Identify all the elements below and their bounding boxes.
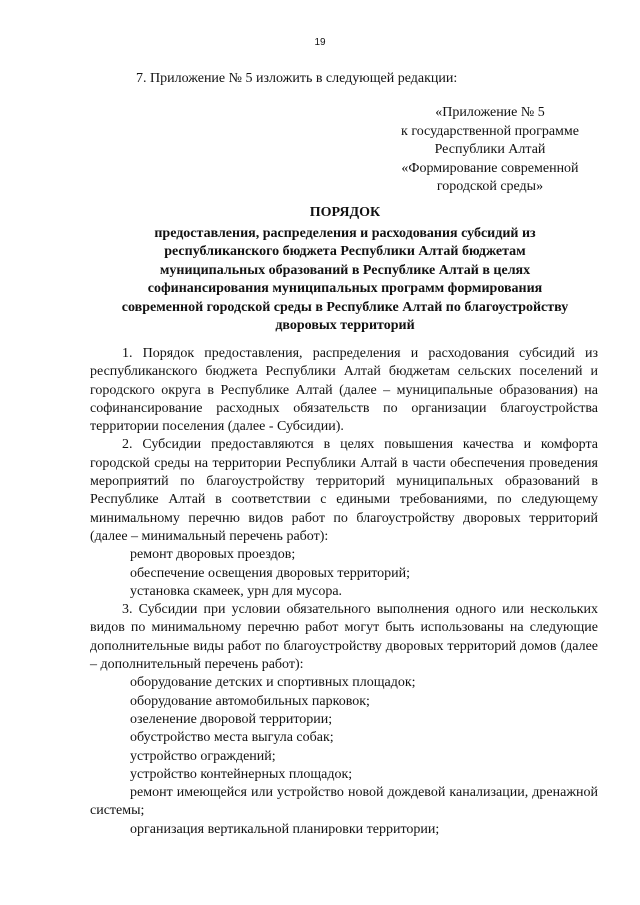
appendix-line: Республики Алтай: [434, 142, 546, 157]
additional-list-item: ремонт имеющейся или устройство новой дождевой канализации, дренажной системы;: [90, 785, 598, 819]
additional-list-item: обустройство места выгула собак;: [130, 730, 334, 746]
minimal-list-item: установка скамеек, урн для мусора.: [130, 583, 343, 599]
page-number: 19: [314, 37, 326, 48]
additional-list-item: оборудование детских и спортивных площадок;: [130, 675, 416, 691]
paragraph-3: 3. Субсидии при условии обязательного выполнения одного или нескольких видов по минимальному перечню работ могут быть использованы на следующие дополнительные виды работ по благоустройству дворовых территорий домов (далее – дополнительный перечень работ):: [90, 602, 598, 673]
additional-list-item: оборудование автомобильных парковок;: [130, 693, 370, 709]
document-body: [90, 345, 598, 839]
document-title: ПОРЯДОК: [309, 205, 381, 220]
minimal-list-item: обеспечение освещения дворовых территорий;: [130, 565, 411, 581]
additional-list-item: озеленение дворовой территории;: [130, 711, 333, 727]
paragraph-2: 2. Субсидии предоставляются в целях повышения качества и комфорта городской среды на территории Республики Алтай в части обеспечения проведения мероприятий по благоустройству территорий муниципальных образований в Республике Алтай в соответствии с едиными требованиями, по следующему минимальному перечню видов работ по благоустройству дворовых территорий (далее – минимальный перечень работ):: [90, 437, 598, 544]
subtitle-line: муниципальных образований в Республике Алтай в целях: [159, 262, 531, 278]
subtitle-line: предоставления, распределения и расходования субсидий из: [154, 225, 536, 241]
intro-line: 7. Приложение № 5 изложить в следующей редакции:: [136, 71, 458, 86]
additional-list-item: устройство ограждений;: [130, 748, 276, 764]
subtitle-line: современной городской среды в Республике Алтай по благоустройству: [121, 299, 569, 315]
appendix-line: «Формирование современной: [401, 160, 579, 176]
minimal-list-item: ремонт дворовых проездов;: [130, 547, 296, 563]
paragraph-1: 1. Порядок предоставления, распределения и расходования субсидий из республиканского бюджета Республики Алтай бюджетам сельских поселений и городского округа в Республике Алтай (далее – муниципальные образования) на софинансирование расходных обязательств по организации благоустройства территории поселения (далее - Субсидии).: [90, 346, 598, 435]
additional-list-item: устройство контейнерных площадок;: [130, 766, 353, 782]
subtitle-line: республиканского бюджета Республики Алтай бюджетам: [164, 244, 526, 259]
subtitle-line: софинансирования муниципальных программ формирования: [147, 281, 543, 296]
appendix-line: к государственной программе: [401, 123, 579, 139]
subtitle-line: дворовых территорий: [275, 318, 415, 333]
document-title-block: [90, 204, 600, 336]
appendix-line: «Приложение № 5: [435, 105, 545, 120]
appendix-header: [380, 104, 600, 197]
additional-list-item: организация вертикальной планировки территории;: [130, 821, 440, 837]
appendix-line: городской среды»: [436, 179, 544, 194]
